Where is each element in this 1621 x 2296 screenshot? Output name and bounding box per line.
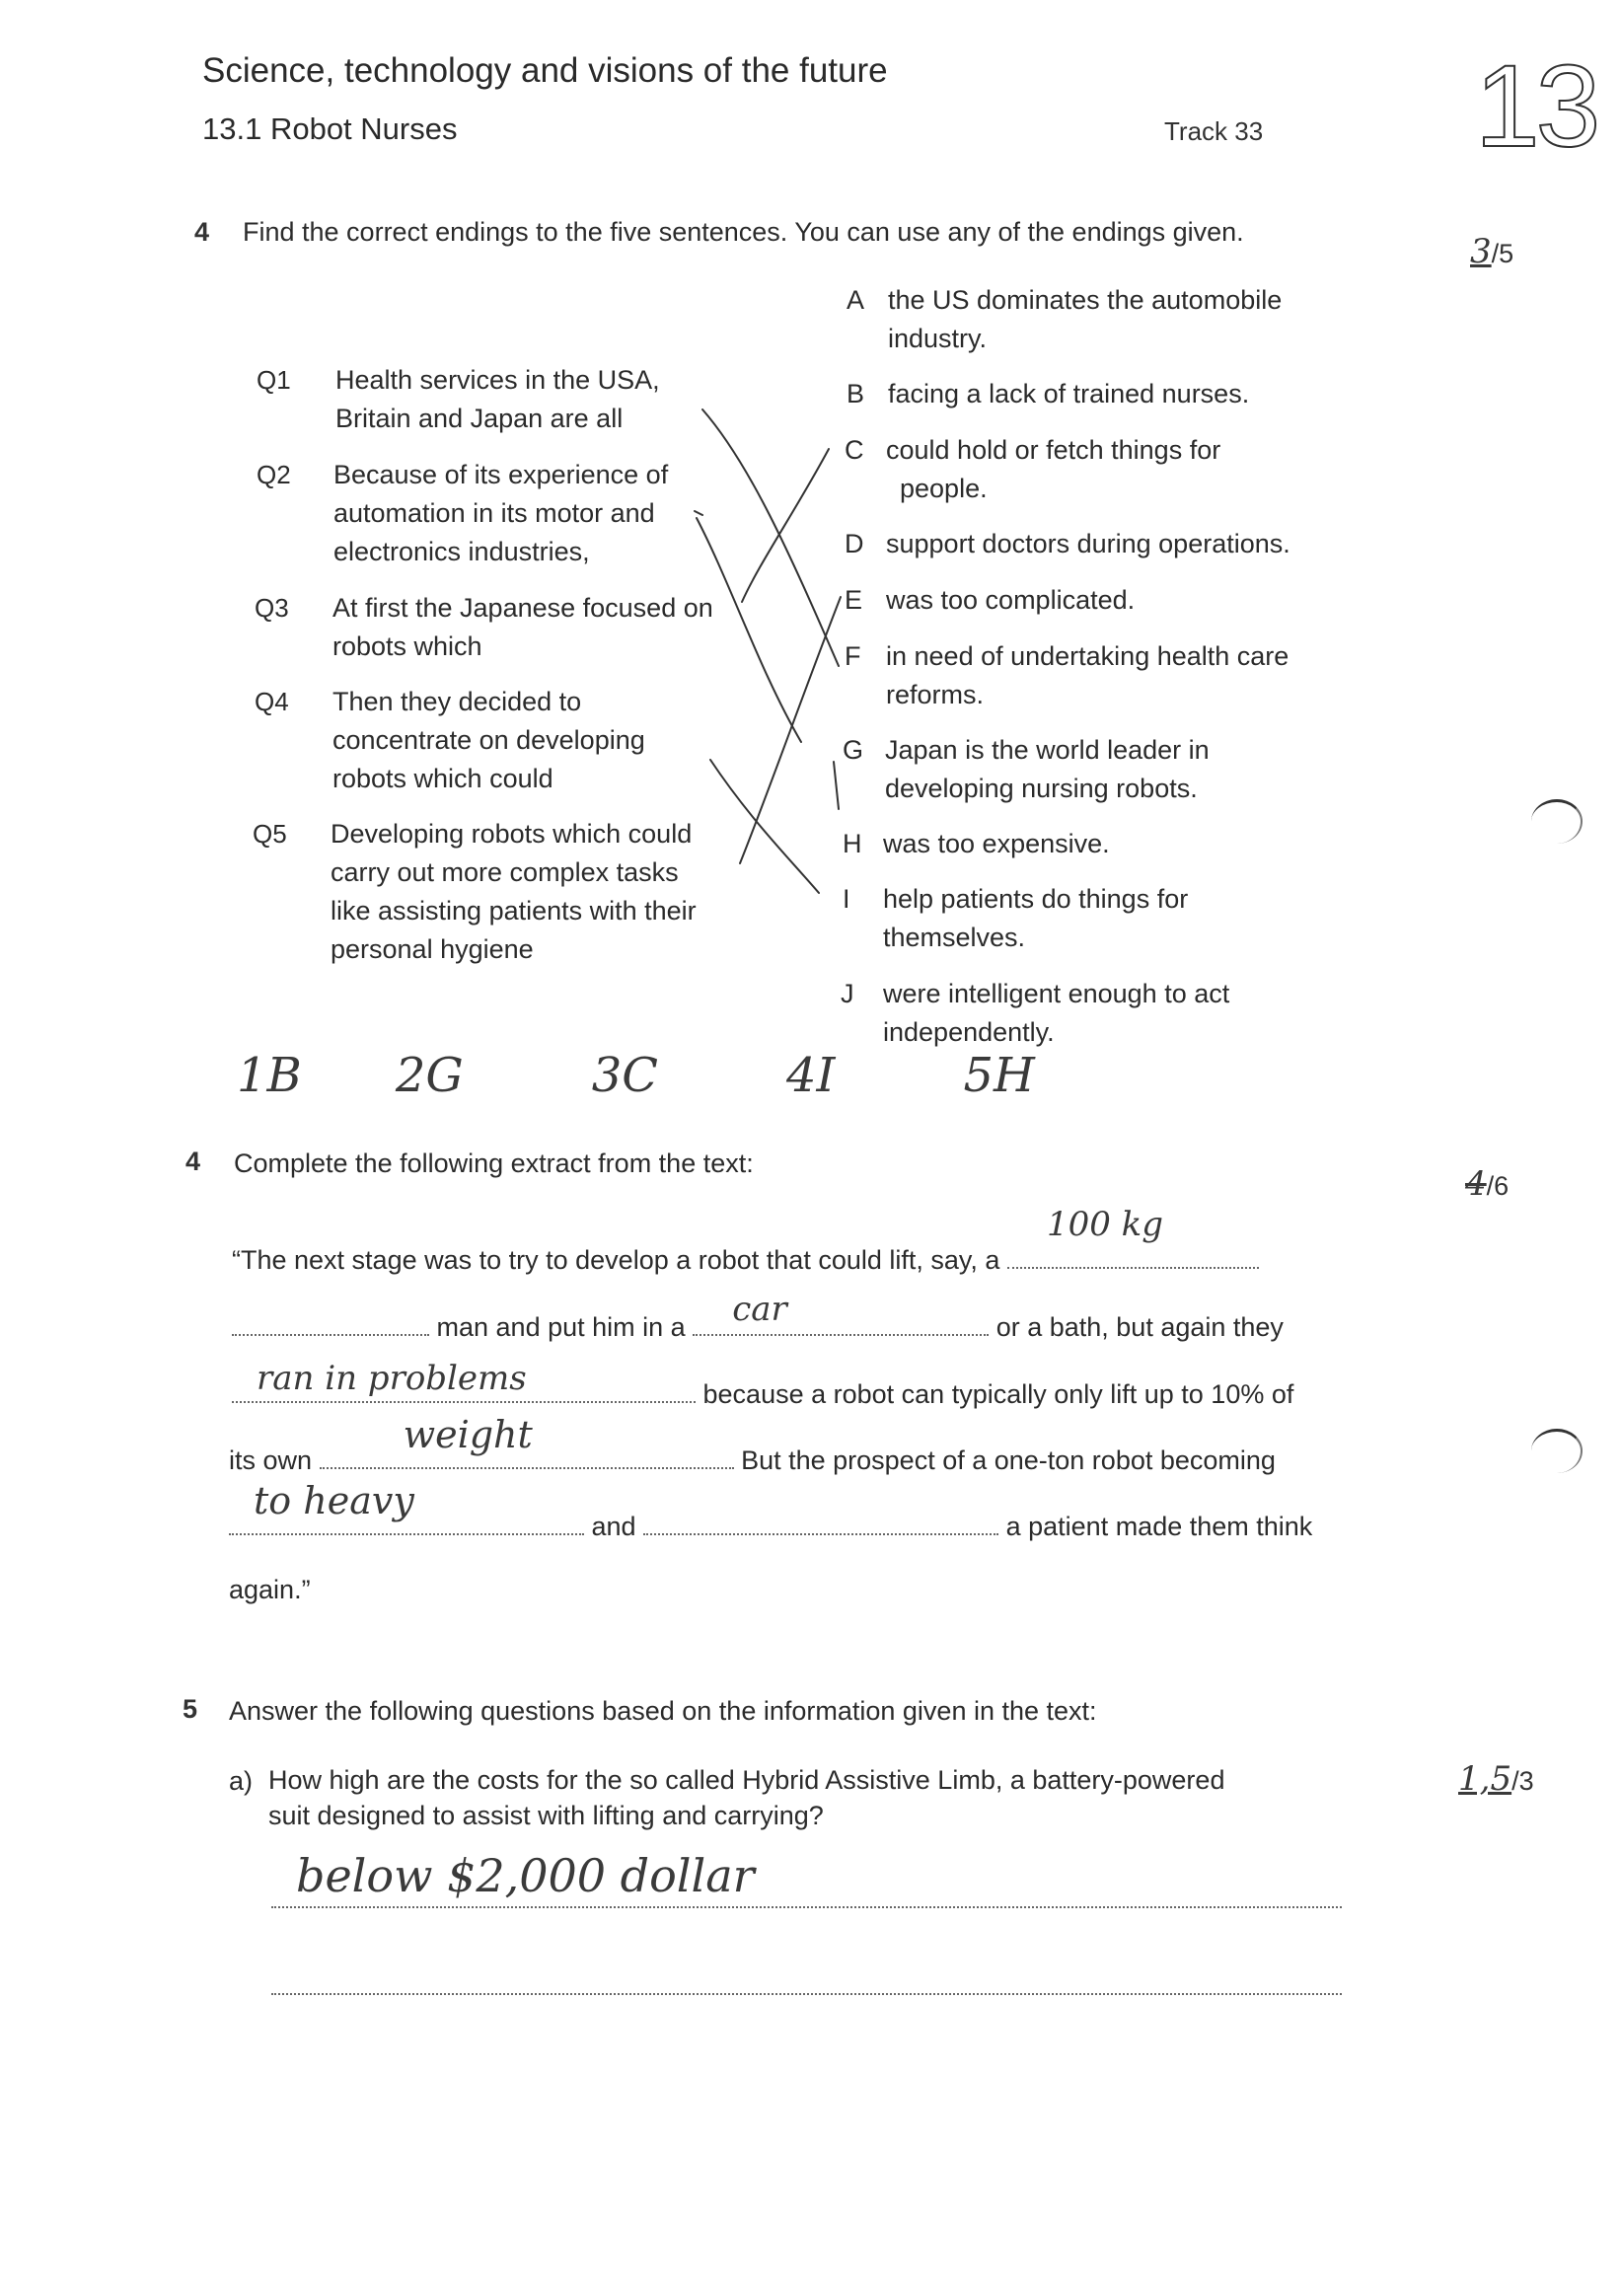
match-line: [697, 518, 801, 742]
question-line: automation in its motor and: [333, 498, 655, 528]
score-handwritten: 1,5: [1458, 1759, 1512, 1799]
exercise-match-instruction: Find the correct endings to the five sentences. You can use any of the endings given.: [243, 217, 1244, 247]
question-line: Because of its experience of: [333, 460, 669, 489]
ending-label-h: H: [843, 829, 862, 858]
exercise-questions-number: 5: [183, 1694, 198, 1724]
blank-field: [693, 1290, 989, 1336]
handwritten-fill: ran in problems: [257, 1359, 527, 1398]
exercise-questions-instruction: Answer the following questions based on the information given in the text:: [229, 1696, 1097, 1726]
question-a-text: [268, 1762, 1224, 1833]
blank-field: [320, 1413, 734, 1469]
ending-line: developing nursing robots.: [885, 774, 1198, 803]
unit-number: 13: [1475, 41, 1597, 172]
blank-field: [232, 1304, 429, 1336]
question-line: carry out more complex tasks: [331, 857, 679, 887]
handwritten-answer: 1B: [237, 1048, 302, 1103]
ending-label-b: B: [847, 379, 865, 408]
match-tick: [695, 511, 702, 515]
track-label: Track 33: [1164, 116, 1264, 146]
exercise-complete-instruction: Complete the following extract from the text:: [234, 1148, 754, 1178]
worksheet-title: Science, technology and visions of the future: [202, 51, 888, 90]
ending-line: Japan is the world leader in: [885, 735, 1210, 765]
handwritten-answer: 3C: [591, 1048, 658, 1103]
answer-line-1: [271, 1849, 1342, 1908]
handwritten-fill: weight: [403, 1413, 533, 1456]
question-line: suit designed to assist with lifting and carrying?: [268, 1801, 824, 1830]
handwritten-answer-row: [237, 1048, 1035, 1103]
question-line: concentrate on developing: [332, 725, 645, 755]
extract-line-6: again.”: [229, 1575, 311, 1604]
score-total: /5: [1491, 239, 1514, 268]
question-line: Then they decided to: [332, 687, 582, 716]
ending-line: the US dominates the automobile: [888, 285, 1283, 315]
ending-label-f: F: [845, 641, 861, 671]
exercise-complete-number: 4: [185, 1147, 201, 1176]
ending-line: in need of undertaking health care: [886, 641, 1289, 671]
blank-field: [643, 1504, 998, 1535]
ending-label-i: I: [843, 884, 850, 914]
question-line: robots which could: [332, 764, 553, 793]
blank-field: [232, 1359, 696, 1403]
ending-line: support doctors during operations.: [886, 529, 1290, 558]
question-a-label: a): [229, 1766, 254, 1796]
extract-line-3: [232, 1359, 1294, 1414]
punch-hole: [1531, 1429, 1583, 1473]
ending-line: independently.: [883, 1017, 1055, 1047]
score-total: /3: [1511, 1766, 1534, 1796]
punch-hole: [1531, 799, 1583, 844]
extract-line-1: [232, 1205, 1259, 1280]
question-label-q2: Q2: [257, 460, 291, 489]
extract-line-4: [229, 1413, 1276, 1480]
question-label-q5: Q5: [253, 819, 287, 849]
extract-text: and: [591, 1512, 636, 1541]
ending-label-d: D: [845, 529, 864, 558]
ending-line: was too expensive.: [883, 829, 1110, 858]
blank-field: [229, 1479, 584, 1535]
question-label-q1: Q1: [257, 365, 291, 395]
extract-text: because a robot can typically only lift up to 10% of: [702, 1379, 1294, 1409]
ending-label-a: A: [847, 285, 865, 315]
ending-label-g: G: [843, 735, 864, 765]
match-line: [740, 597, 841, 863]
ending-label-c: C: [845, 435, 864, 465]
blank-field: [1007, 1205, 1259, 1269]
extract-text: a patient made them think: [1005, 1512, 1313, 1541]
ending-label-e: E: [845, 585, 863, 615]
handwritten-fill: to heavy: [254, 1479, 414, 1522]
exercise-questions-score: [1458, 1759, 1534, 1799]
ending-line: help patients do things for: [883, 884, 1189, 914]
match-line: [702, 409, 839, 666]
question-label-q3: Q3: [255, 593, 289, 623]
question-line: robots which: [332, 631, 482, 661]
ending-line: could hold or fetch things for: [886, 435, 1221, 465]
ending-line: industry.: [888, 324, 988, 353]
match-line: [710, 760, 819, 893]
question-line: like assisting patients with their: [331, 896, 697, 926]
match-tick: [834, 762, 839, 809]
match-line: [742, 449, 829, 602]
ending-line: people.: [900, 474, 988, 503]
question-line: electronics industries,: [333, 537, 590, 566]
handwritten-answer: 4I: [785, 1048, 836, 1103]
extract-text: man and put him in a: [436, 1312, 686, 1342]
question-line: Britain and Japan are all: [335, 404, 624, 433]
question-line: Health services in the USA,: [335, 365, 660, 395]
score-handwritten: 4: [1465, 1164, 1487, 1204]
handwritten-fill: 100 kg: [1046, 1205, 1164, 1244]
handwritten-answer: below $2,000 dollar: [296, 1849, 755, 1902]
ending-line: reforms.: [886, 680, 985, 709]
question-line: At first the Japanese focused on: [332, 593, 713, 623]
handwritten-fill: car: [732, 1290, 787, 1329]
exercise-complete-score: [1465, 1164, 1509, 1204]
extract-text: its own: [229, 1445, 313, 1475]
exercise-match-number: 4: [194, 217, 210, 247]
handwritten-answer: 2G: [395, 1048, 464, 1103]
extract-text: or a bath, but again they: [995, 1312, 1284, 1342]
extract-text: “The next stage was to try to develop a robot that could lift, say, a: [232, 1245, 1000, 1275]
worksheet-subtitle: 13.1 Robot Nurses: [202, 111, 458, 146]
score-total: /6: [1486, 1171, 1510, 1201]
score-handwritten: 3: [1470, 232, 1492, 271]
question-line: personal hygiene: [331, 934, 534, 964]
answer-line-2: [271, 1944, 1342, 1995]
question-line: Developing robots which could: [331, 819, 693, 849]
extract-text: But the prospect of a one-ton robot becoming: [741, 1445, 1276, 1475]
ending-line: themselves.: [883, 923, 1026, 952]
question-line: How high are the costs for the so called Hybrid Assistive Limb, a battery-powered: [268, 1765, 1225, 1795]
question-label-q4: Q4: [255, 687, 289, 716]
ending-line: was too complicated.: [886, 585, 1136, 615]
extract-line-2: [232, 1290, 1284, 1347]
extract-line-5: [229, 1479, 1313, 1546]
ending-line: facing a lack of trained nurses.: [888, 379, 1250, 408]
handwritten-answer: 5H: [963, 1048, 1035, 1103]
ending-label-j: J: [841, 979, 854, 1008]
ending-line: were intelligent enough to act: [883, 979, 1230, 1008]
